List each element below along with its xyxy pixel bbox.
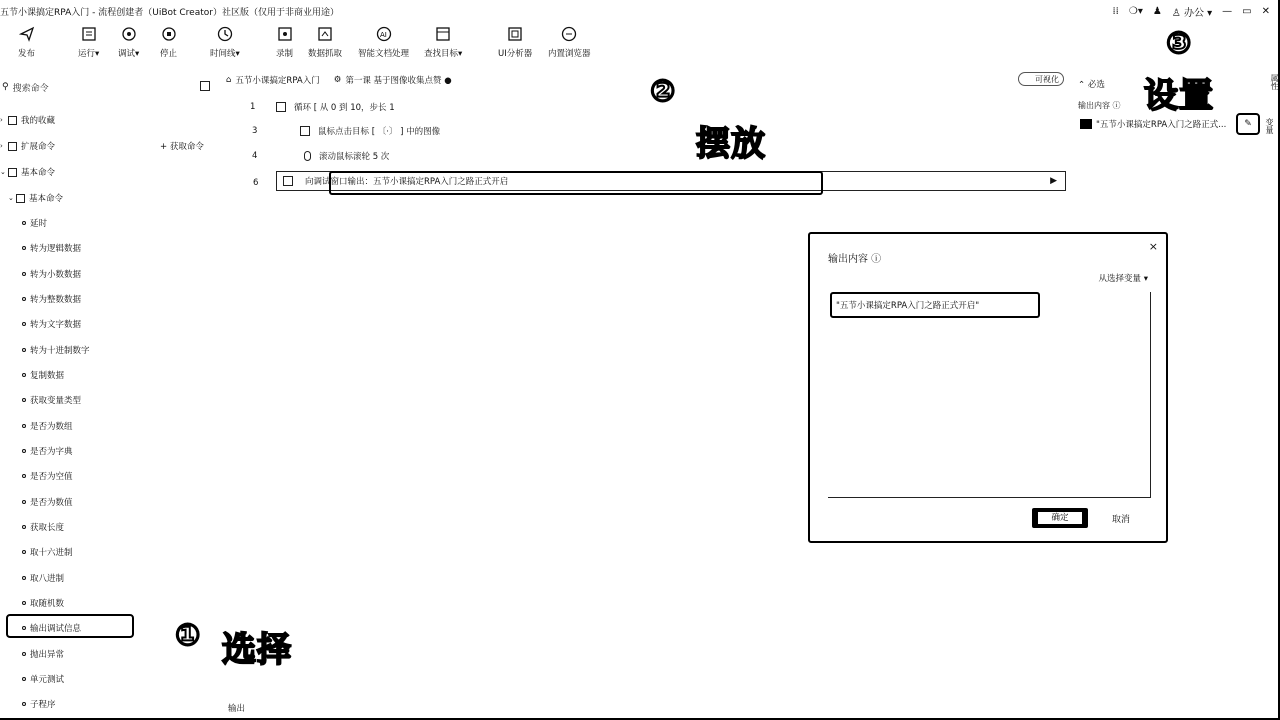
step3-label: 设置: [1144, 76, 1214, 116]
send-icon: [19, 26, 35, 42]
step2-number: ②: [650, 74, 676, 109]
command-item[interactable]: 转为十进制数字: [22, 344, 90, 356]
tab-properties[interactable]: 属性: [1270, 74, 1279, 90]
debug-icon: [121, 26, 137, 42]
command-item[interactable]: 转为逻辑数据: [22, 242, 81, 254]
command-item[interactable]: 是否为空值: [22, 470, 73, 482]
gear-icon: ⚙: [333, 75, 342, 85]
bullet-icon: [22, 702, 26, 706]
select-variable-dropdown[interactable]: 从选择变量 ▾: [1098, 274, 1148, 284]
toolbar: [0, 26, 1280, 66]
output-content-value[interactable]: "五节小课搞定RPA入门之路正式...: [1080, 118, 1226, 130]
close-icon[interactable]: ✕: [1261, 6, 1270, 17]
bullet-icon: [22, 348, 26, 352]
run-line-icon[interactable]: ▶: [1050, 176, 1057, 186]
debug-button[interactable]: 调试▾: [118, 26, 139, 59]
flow-line[interactable]: 4 滚动鼠标滚轮 5 次: [252, 151, 390, 162]
bullet-icon: [22, 525, 26, 529]
highlight-box-place: [329, 171, 823, 195]
bullet-icon: [22, 601, 26, 605]
collapse-all-icon[interactable]: [200, 81, 210, 91]
bullet-icon: [22, 297, 26, 301]
command-item[interactable]: 子程序: [22, 698, 56, 710]
command-item[interactable]: 获取长度: [22, 521, 64, 533]
bullet-icon: [22, 500, 26, 504]
command-item[interactable]: 获取变量类型: [22, 394, 81, 406]
command-item[interactable]: 取随机数: [22, 597, 64, 609]
scrape-icon: [317, 26, 333, 42]
command-item[interactable]: 转为整数数据: [22, 293, 81, 305]
output-content-label: 输出内容 ⓘ: [1078, 101, 1121, 110]
ai-icon: [376, 26, 392, 42]
command-item[interactable]: 是否为数值: [22, 496, 73, 508]
output-icon: [283, 176, 293, 186]
search-icon: ⚲: [2, 82, 9, 92]
bullet-icon: [22, 652, 26, 656]
clock-icon: [217, 26, 233, 42]
stop-icon: [161, 26, 177, 42]
content-value: "五节小课搞定RPA入门之路正式开启": [830, 292, 1040, 318]
bullet-icon: [22, 550, 26, 554]
run-icon: [81, 26, 97, 42]
ui-analyzer-button[interactable]: UI分析器: [498, 26, 532, 59]
step1-number: ①: [175, 618, 201, 653]
smart-doc-button[interactable]: AI 智能文档处理: [358, 26, 409, 59]
highlight-box-select: [6, 614, 134, 638]
search-input[interactable]: 搜索命令: [12, 83, 49, 94]
folder-icon: [16, 194, 25, 203]
chevron-up-icon: ⌃: [1078, 80, 1088, 90]
dialog-title: 输出内容 ⓘ: [828, 254, 882, 265]
line-number: 6: [253, 178, 259, 188]
tree-item-basic[interactable]: ⌄ 基本命令: [0, 168, 56, 178]
ui-analyzer-icon: [507, 26, 523, 42]
folder-icon: [8, 142, 17, 151]
bullet-icon: [22, 221, 26, 225]
mouse-scroll-icon: [304, 151, 311, 161]
command-item[interactable]: 转为小数数据: [22, 268, 81, 280]
expression-icon: [1080, 119, 1092, 129]
command-item[interactable]: 延时: [22, 217, 47, 229]
window-title: 五节小课搞定RPA入门 - 流程创建者（UiBot Creator）社区版（仅用于非商业用途）: [0, 8, 339, 18]
cancel-button[interactable]: 取消: [1112, 515, 1131, 525]
target-icon: [435, 26, 451, 42]
bullet-icon: [22, 449, 26, 453]
ok-button[interactable]: 确定: [1032, 508, 1088, 528]
run-button[interactable]: 运行▾: [78, 26, 99, 59]
account-menu[interactable]: ♙ 办公 ▾: [1171, 8, 1213, 19]
flow-line[interactable]: 1 循环 [ 从 0 到 10，步长 1: [250, 102, 395, 113]
minimize-icon[interactable]: —: [1222, 6, 1233, 17]
tree-item-favorites[interactable]: › 我的收藏: [0, 116, 56, 126]
tree-item-extensions[interactable]: › 扩展命令: [0, 142, 56, 152]
close-icon[interactable]: ×: [1148, 240, 1158, 253]
edit-icon[interactable]: ✎: [1236, 113, 1260, 135]
timeline-button[interactable]: 时间线▾: [210, 26, 240, 59]
record-icon: [277, 26, 293, 42]
stop-button[interactable]: 停止: [160, 26, 177, 59]
command-item-output-debug[interactable]: 输出调试信息: [22, 622, 81, 634]
bullet-icon: [22, 398, 26, 402]
bullet-icon: [22, 677, 26, 681]
command-item[interactable]: 是否为数组: [22, 420, 73, 432]
tree-item-basic-sub[interactable]: ⌄ 基本命令: [8, 194, 64, 204]
command-item[interactable]: 抛出异常: [22, 648, 64, 660]
svg-text:AI: AI: [379, 31, 387, 39]
tab-project[interactable]: ⌂ 五节小课搞定RPA入门: [226, 75, 320, 86]
data-scrape-button[interactable]: 数据抓取: [308, 26, 342, 59]
output-panel-tab[interactable]: 输出: [228, 704, 246, 714]
home-icon: ⌂: [226, 75, 232, 85]
editor-tabs: [226, 72, 452, 88]
bullet-icon: [22, 322, 26, 326]
output-content-dialog: [808, 232, 1168, 543]
tab-lesson1[interactable]: ⚙ 第一课 基于图像收集点赞 ●: [333, 75, 452, 86]
visual-toggle[interactable]: 可视化: [1018, 72, 1064, 86]
maximize-icon[interactable]: ▭: [1242, 6, 1252, 17]
command-item[interactable]: 取十六进制: [22, 546, 73, 558]
builtin-browser-button[interactable]: 内置浏览器: [548, 26, 591, 59]
command-item[interactable]: 复制数据: [22, 369, 64, 381]
step3-number: ③: [1166, 26, 1192, 61]
apps-icon[interactable]: ⁞⁞: [1112, 6, 1119, 17]
window-controls: [1113, 4, 1271, 19]
bullet-icon: [22, 424, 26, 428]
record-button[interactable]: 录制: [276, 26, 293, 59]
folder-icon: [8, 116, 17, 125]
bullet-icon: [22, 576, 26, 580]
content-textarea[interactable]: [828, 292, 1151, 498]
get-command-button[interactable]: + 获取命令: [160, 142, 204, 152]
browser-icon: [561, 26, 577, 42]
publish-button[interactable]: 发布: [18, 26, 35, 59]
flow-line-selected[interactable]: 向调试窗口输出：五节小课搞定RPA入门之路正式开启 ▶: [276, 171, 1066, 191]
bullet-icon: [22, 272, 26, 276]
loop-icon: [276, 102, 286, 112]
command-item[interactable]: 转为文字数据: [22, 318, 81, 330]
command-item[interactable]: 单元测试: [22, 673, 64, 685]
bullet-icon: [22, 474, 26, 478]
folder-icon: [8, 168, 17, 177]
flow-line[interactable]: 3 鼠标点击目标 [ 〔·〕 ] 中的图像: [252, 126, 441, 137]
command-item[interactable]: 是否为字典: [22, 445, 73, 457]
bullet-icon: [22, 373, 26, 377]
help-icon[interactable]: ❍▾: [1128, 6, 1143, 17]
find-target-button[interactable]: 查找目标▾: [424, 26, 462, 59]
step1-label: 选择: [222, 630, 292, 670]
step2-label: 摆放: [696, 124, 766, 164]
command-item[interactable]: 取八进制: [22, 572, 64, 584]
command-search[interactable]: [2, 80, 214, 94]
user-icon[interactable]: ♟: [1152, 6, 1162, 17]
bullet-icon: [22, 246, 26, 250]
tab-variables[interactable]: 变量: [1265, 118, 1274, 134]
required-section[interactable]: ⌃ 必选: [1078, 80, 1105, 90]
mouse-click-icon: [300, 126, 310, 136]
title-bar: [0, 0, 1280, 24]
